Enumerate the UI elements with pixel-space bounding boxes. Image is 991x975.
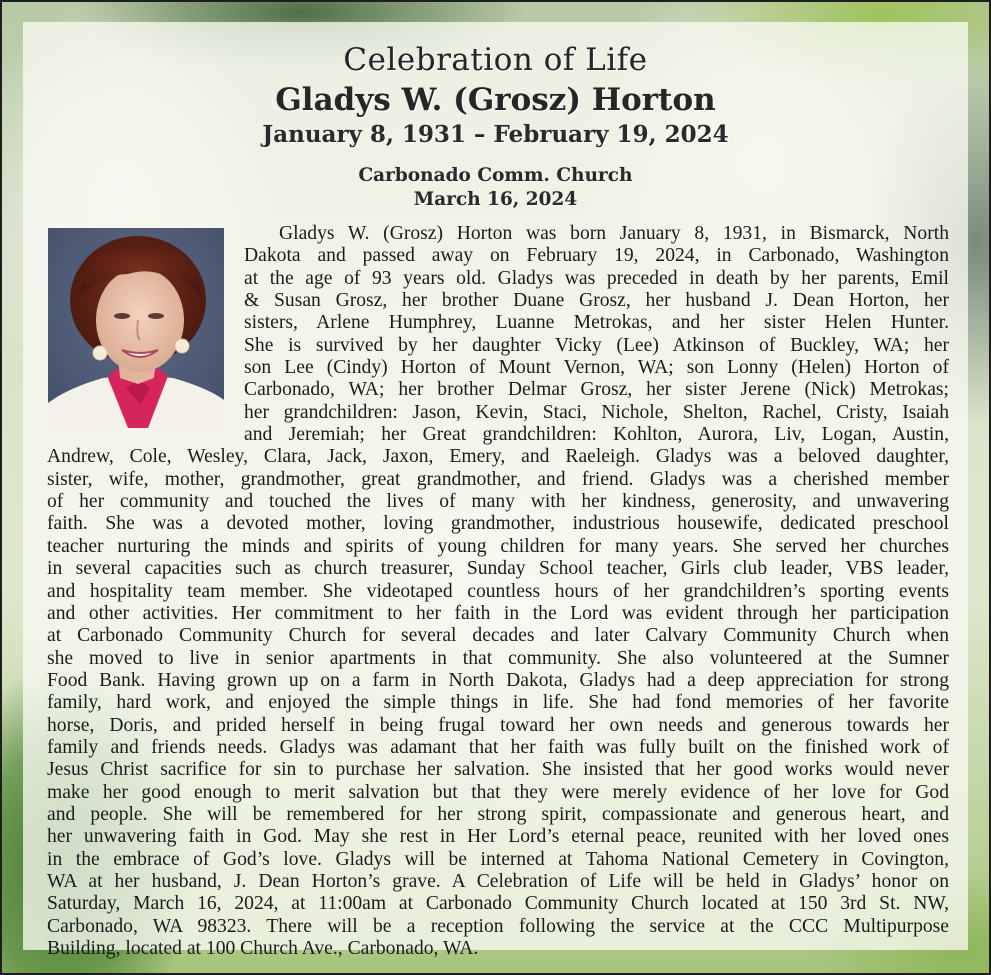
body-line: Carbonado, WA 98323. There will be a reception following the service at the CCC Multipurpose xyxy=(47,915,949,937)
body-line: Dakota and passed away on February 19, 2024, in Carbonado, Washington xyxy=(244,245,949,267)
obituary-card xyxy=(2,2,989,973)
body-line: Andrew, Cole, Wesley, Clara, Jack, Jaxon, Emery, and Raeleigh. Gladys was a beloved daughter, xyxy=(47,446,949,468)
body-line: teacher nurturing the minds and spirits of young children for many years. She served her churches xyxy=(47,535,949,557)
body-line: she moved to live in senior apartments in that community. She also volunteered at the Sumner xyxy=(47,647,949,669)
body-line: her grandchildren: Jason, Kevin, Staci, Nichole, Shelton, Rachel, Cristy, Isaiah xyxy=(244,401,949,423)
body-line: Building, located at 100 Church Ave., Carbonado, WA. xyxy=(47,938,479,959)
deceased-name: Gladys W. (Grosz) Horton xyxy=(275,82,716,118)
body-line: sisters, Arlene Humphrey, Luanne Metrokas, and her sister Helen Hunter. xyxy=(244,312,949,334)
body-line: at the age of 93 years old. Gladys was preceded in death by her parents, Emil xyxy=(244,267,949,289)
body-line: family and friends needs. Gladys was adamant that her faith was fully built on the finished work of xyxy=(47,736,949,758)
body-line: Saturday, March 16, 2024, at 11:00am at Carbonado Community Church located at 150 3rd St. NW, xyxy=(47,893,949,915)
body-line: sister, wife, mother, grandmother, great grandmother, and friend. Gladys was a cherished member xyxy=(47,468,949,490)
body-line: her unwavering faith in God. May she rest in Her Lord’s eternal peace, reunited with her loved ones xyxy=(47,826,949,848)
body-line: in the embrace of God’s love. Gladys will be interned at Tahoma National Cemetery in Covington, xyxy=(47,848,949,870)
body-line: Food Bank. Having grown up on a farm in North Dakota, Gladys had a deep appreciation for strong xyxy=(47,669,949,691)
service-location: Carbonado Comm. Church xyxy=(358,165,633,186)
service-date: March 16, 2024 xyxy=(413,189,578,210)
content-panel xyxy=(23,22,968,959)
obituary-body xyxy=(47,223,949,960)
body-line: She is survived by her daughter Vicky (Lee) Atkinson of Buckley, WA; her xyxy=(244,334,949,356)
body-line: in several capacities such as church treasurer, Sunday School teacher, Girls club leader, VBS leader, xyxy=(47,558,949,580)
body-line: of her community and touched the lives of many with her kindness, generosity, and unwavering xyxy=(47,491,949,513)
body-line: at Carbonado Community Church for several decades and later Calvary Community Church when xyxy=(47,625,949,647)
body-line: family, hard work, and enjoyed the simple things in life. She had fond memories of her favorite xyxy=(47,692,949,714)
body-line: and other activities. Her commitment to her faith in the Lord was evident through her participation xyxy=(47,602,949,624)
body-line: Carbonado, WA; her brother Delmar Grosz, her sister Jerene (Nick) Metrokas; xyxy=(244,379,949,401)
body-line: make her good enough to merit salvation but that they were merely evidence of her love for God xyxy=(47,781,949,803)
body-line: and Jeremiah; her Great grandchildren: Kohlton, Aurora, Liv, Logan, Austin, xyxy=(244,424,949,446)
body-line: Jesus Christ sacrifice for sin to purchase her salvation. She insisted that her good works would never xyxy=(47,759,949,781)
life-dates: January 8, 1931 – February 19, 2024 xyxy=(262,121,729,148)
body-line: son Lee (Cindy) Horton of Mount Vernon, WA; son Lonny (Helen) Horton of xyxy=(244,357,949,379)
page-title: Celebration of Life xyxy=(343,42,648,78)
body-line: and people. She will be remembered for her strong spirit, compassionate and generous heart, and xyxy=(47,803,949,825)
body-line: WA at her husband, J. Dean Horton’s grave. A Celebration of Life will be held in Gladys’ honor on xyxy=(47,870,949,892)
body-line: Gladys W. (Grosz) Horton was born January 8, 1931, in Bismarck, North xyxy=(279,223,949,244)
body-line: and hospitality team member. She videotaped countless hours of her grandchildren’s sporting events xyxy=(47,580,949,602)
body-line: faith. She was a devoted mother, loving grandmother, industrious housewife, dedicated preschool xyxy=(47,513,949,535)
body-line: & Susan Grosz, her brother Duane Grosz, her husband J. Dean Horton, her xyxy=(244,290,949,312)
body-line: horse, Doris, and prided herself in being frugal toward her own needs and generous towards her xyxy=(47,714,949,736)
